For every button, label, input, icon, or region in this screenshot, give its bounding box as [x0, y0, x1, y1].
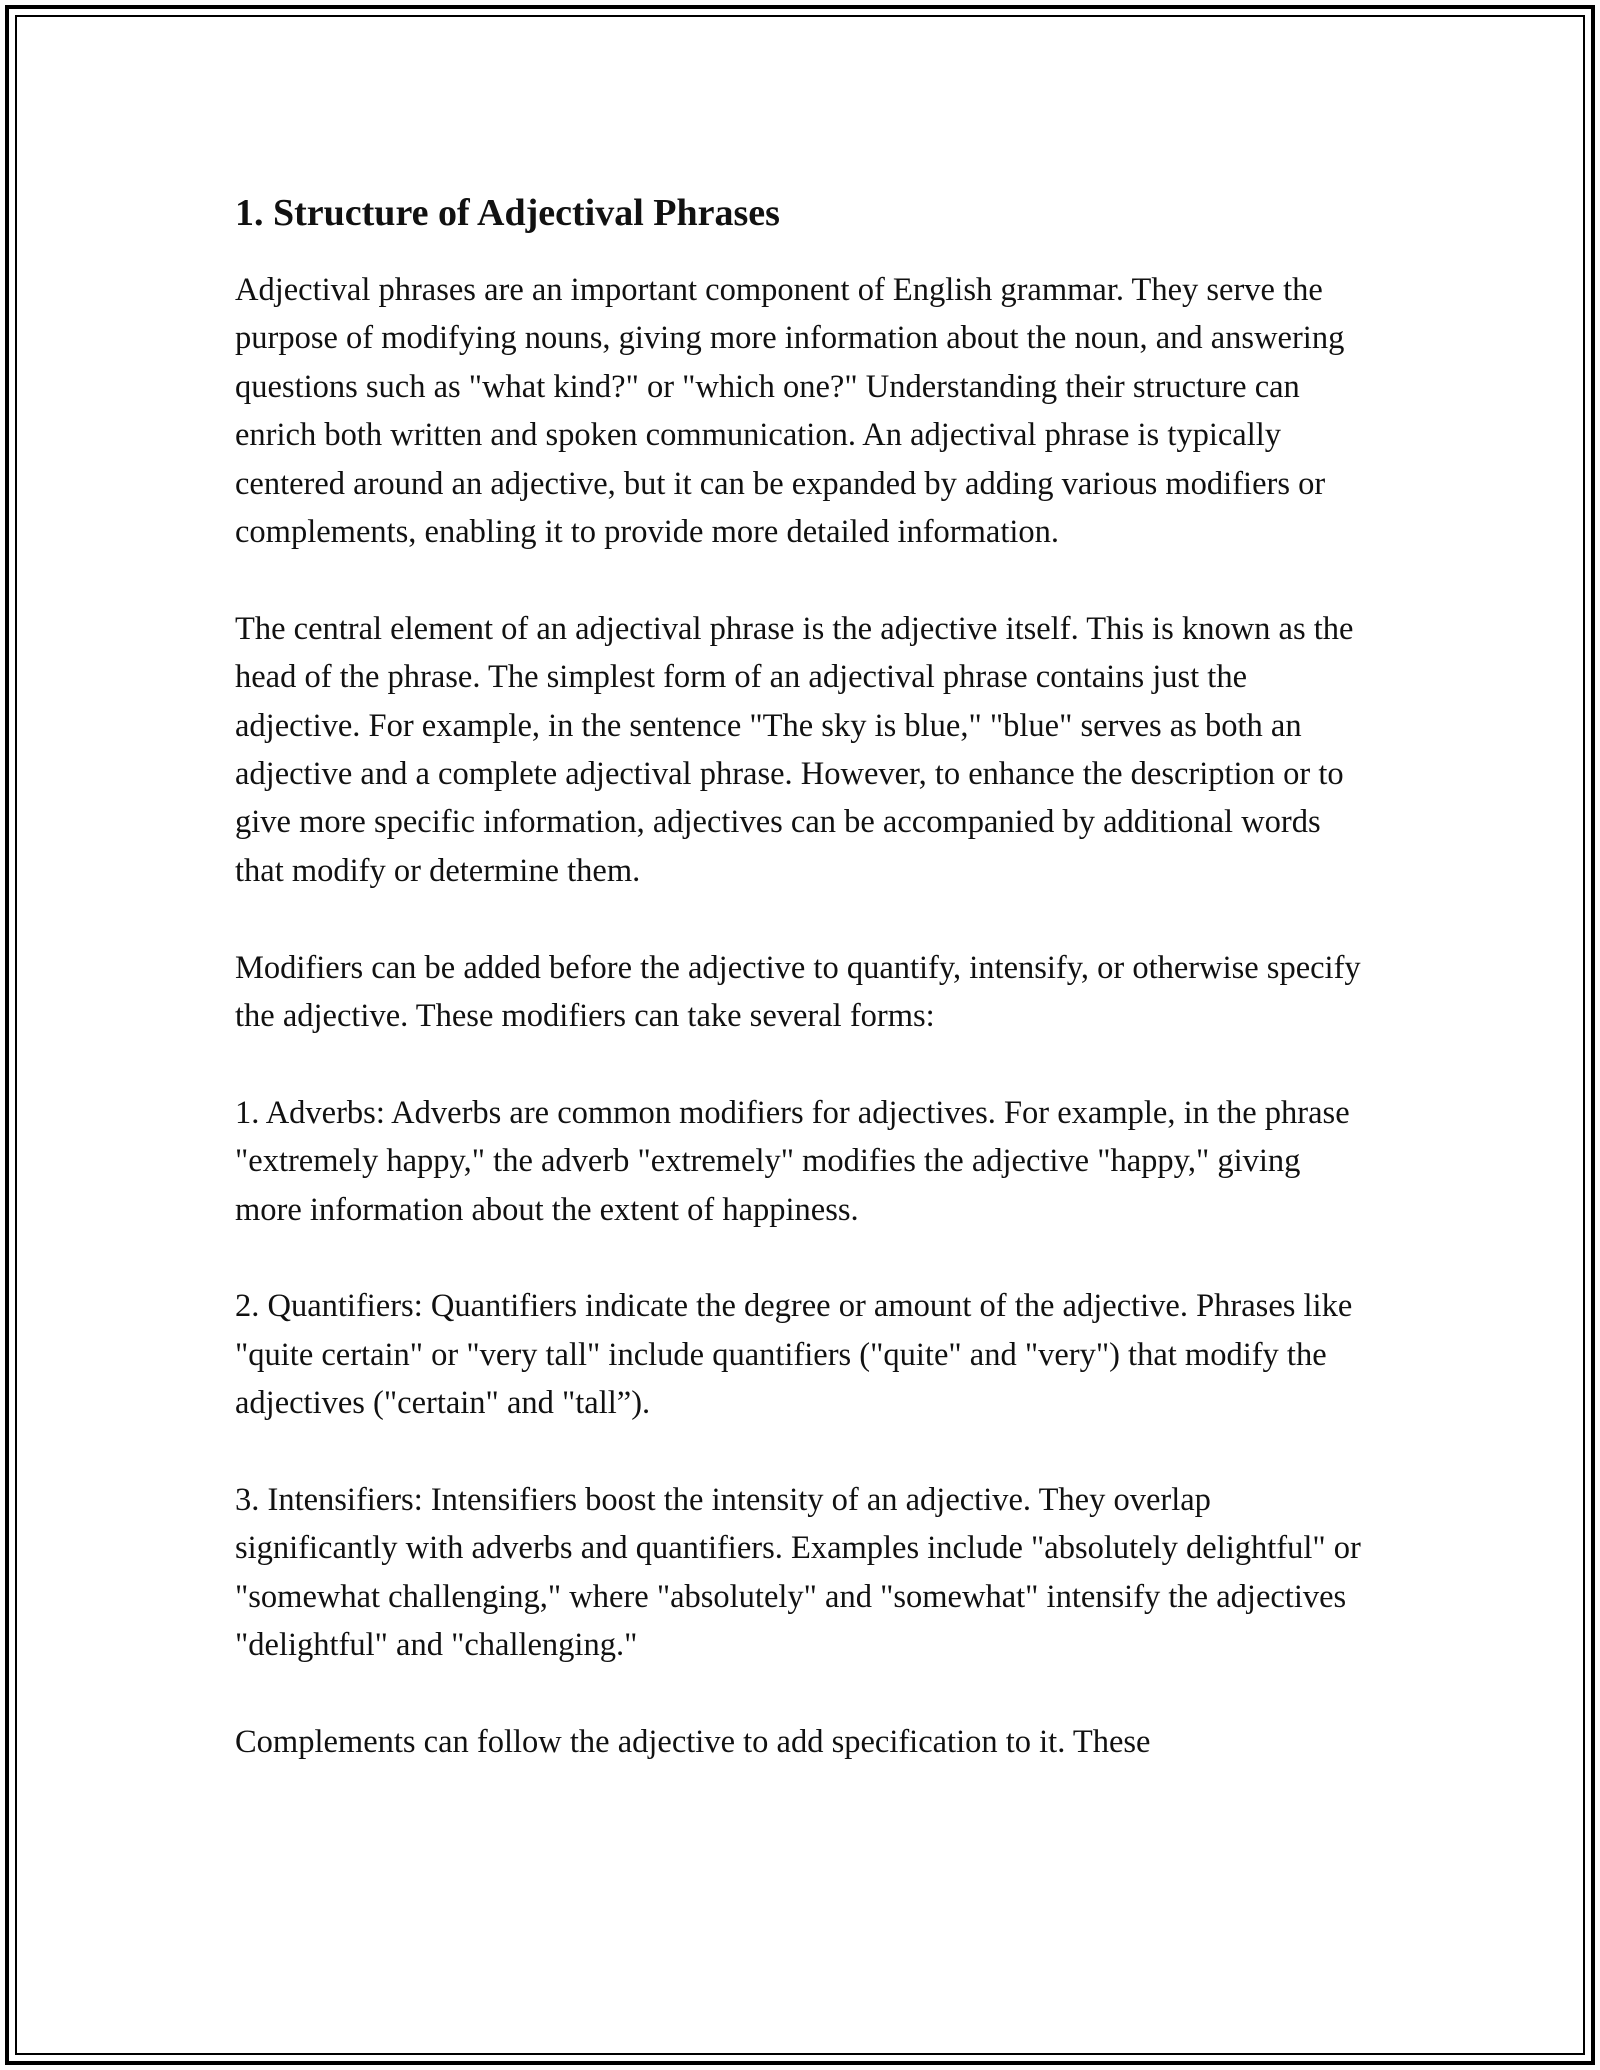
document-body	[235, 186, 1375, 1815]
paragraph-intro: Adjectival phrases are an important component of English grammar. They serve the purpose of modifying nouns, giving more information about the noun, and answering questions such as "what kind?" or "which one?" Understanding their structure can enrich both written and spoken communication. An adjectival phrase is typically centered around an adjective, but it can be expanded by adding various modifiers or complements, enabling it to provide more detailed information.	[235, 272, 1345, 551]
paragraph-modifiers: Modifiers can be added before the adjective to quantify, intensify, or otherwise specify the adjective. These modifiers can take several forms:	[235, 949, 1361, 1035]
paragraph-quantifiers: 2. Quantifiers: Quantifiers indicate the degree or amount of the adjective. Phrases like "quite certain" or "very tall" include quantifiers ("quite" and "very") that modify the adjectives ("certain" and "tall”).	[235, 1288, 1353, 1422]
paragraph-intensifiers: 3. Intensifiers: Intensifiers boost the intensity of an adjective. They overlap significantly with adverbs and quantifiers. Examples include "absolutely delightful" or "somewhat challenging," where "absolutely" and "somewhat" intensify the adjectives "delightful" and "challenging."	[235, 1482, 1361, 1664]
section-heading: 1. Structure of Adjectival Phrases	[235, 192, 780, 234]
paragraph-adverbs: 1. Adverbs: Adverbs are common modifiers for adjectives. For example, in the phrase "extremely happy," the adverb "extremely" modifies the adjective "happy," giving more information about the extent of happiness.	[235, 1094, 1350, 1228]
paragraph-complements: Complements can follow the adjective to add specification to it. These	[235, 1724, 1151, 1761]
paragraph-head-of-phrase: The central element of an adjectival phrase is the adjective itself. This is known as the head of the phrase. The simplest form of an adjectival phrase contains just the adjective. For example, in the sentence "The sky is blue," "blue" serves as both an adjective and a complete adjectival phrase. However, to enhance the description or to give more specific information, adjectives can be accompanied by additional words that modify or determine them.	[235, 610, 1354, 889]
